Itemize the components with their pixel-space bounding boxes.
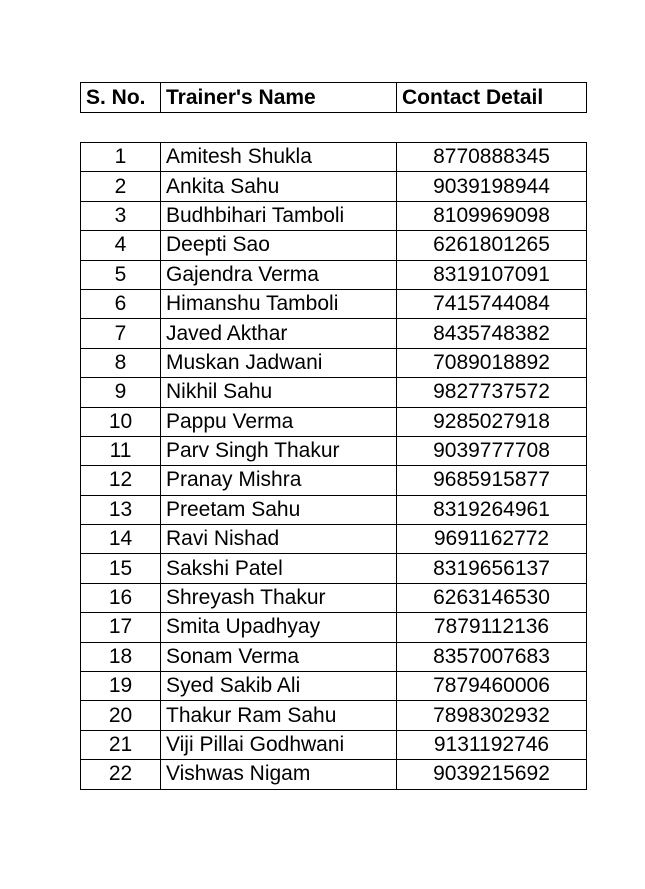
table-row	[81, 730, 587, 759]
serial-number-cell: 10	[81, 407, 161, 436]
serial-number-cell: 2	[81, 172, 161, 201]
serial-number-cell: 5	[81, 260, 161, 289]
serial-number-cell: 7	[81, 319, 161, 348]
table-row	[81, 348, 587, 377]
trainer-table-body	[81, 143, 587, 790]
serial-number-cell: 4	[81, 231, 161, 260]
contact-detail-cell: 9827737572	[397, 378, 587, 407]
table-row	[81, 407, 587, 436]
trainer-name-cell: Nikhil Sahu	[161, 378, 397, 407]
table-row	[81, 642, 587, 671]
contact-detail-cell: 9039215692	[397, 760, 587, 789]
trainer-name-cell: Muskan Jadwani	[161, 348, 397, 377]
serial-number-cell: 17	[81, 613, 161, 642]
header-row	[81, 83, 587, 113]
trainer-name-cell: Sonam Verma	[161, 642, 397, 671]
contact-detail-cell: 7415744084	[397, 289, 587, 318]
serial-number-cell: 12	[81, 466, 161, 495]
table-row	[81, 701, 587, 730]
trainer-name-cell: Smita Upadhyay	[161, 613, 397, 642]
trainer-name-cell: Ankita Sahu	[161, 172, 397, 201]
trainer-name-cell: Syed Sakib Ali	[161, 672, 397, 701]
table-row	[81, 289, 587, 318]
table-row	[81, 319, 587, 348]
trainer-name-cell: Himanshu Tamboli	[161, 289, 397, 318]
trainer-name-cell: Deepti Sao	[161, 231, 397, 260]
table-row	[81, 378, 587, 407]
contact-detail-cell: 7879460006	[397, 672, 587, 701]
table-row	[81, 672, 587, 701]
contact-detail-cell: 7898302932	[397, 701, 587, 730]
table-row	[81, 613, 587, 642]
contact-detail-cell: 8319107091	[397, 260, 587, 289]
table-row	[81, 495, 587, 524]
serial-number-cell: 20	[81, 701, 161, 730]
contact-detail-cell: 8109969098	[397, 201, 587, 230]
trainer-name-cell: Gajendra Verma	[161, 260, 397, 289]
trainer-name-cell: Javed Akthar	[161, 319, 397, 348]
table-row	[81, 231, 587, 260]
serial-number-cell: 19	[81, 672, 161, 701]
trainer-name-cell: Budhbihari Tamboli	[161, 201, 397, 230]
trainer-name-cell: Shreyash Thakur	[161, 583, 397, 612]
contact-detail-cell: 6261801265	[397, 231, 587, 260]
contact-detail-cell: 9685915877	[397, 466, 587, 495]
contact-detail-cell: 7089018892	[397, 348, 587, 377]
contact-detail-cell: 9039777708	[397, 436, 587, 465]
table-row	[81, 260, 587, 289]
table-row	[81, 201, 587, 230]
contact-detail-cell: 6263146530	[397, 583, 587, 612]
trainer-table-header	[80, 82, 587, 113]
trainer-name-cell: Amitesh Shukla	[161, 143, 397, 172]
contact-detail-cell: 8319656137	[397, 554, 587, 583]
table-row	[81, 583, 587, 612]
contact-detail-cell: 8435748382	[397, 319, 587, 348]
serial-number-cell: 13	[81, 495, 161, 524]
serial-number-cell: 8	[81, 348, 161, 377]
table-row	[81, 143, 587, 172]
header-sno: S. No.	[81, 83, 161, 113]
contact-detail-cell: 8319264961	[397, 495, 587, 524]
serial-number-cell: 3	[81, 201, 161, 230]
contact-detail-cell: 9285027918	[397, 407, 587, 436]
table-row	[81, 554, 587, 583]
table-row	[81, 525, 587, 554]
table-row	[81, 760, 587, 789]
trainer-name-cell: Preetam Sahu	[161, 495, 397, 524]
serial-number-cell: 21	[81, 730, 161, 759]
trainer-name-cell: Viji Pillai Godhwani	[161, 730, 397, 759]
header-contact-detail: Contact Detail	[397, 83, 587, 113]
serial-number-cell: 14	[81, 525, 161, 554]
contact-detail-cell: 7879112136	[397, 613, 587, 642]
header-trainer-name: Trainer's Name	[161, 83, 397, 113]
trainer-name-cell: Vishwas Nigam	[161, 760, 397, 789]
contact-detail-cell: 9131192746	[397, 730, 587, 759]
serial-number-cell: 22	[81, 760, 161, 789]
serial-number-cell: 9	[81, 378, 161, 407]
trainer-name-cell: Thakur Ram Sahu	[161, 701, 397, 730]
trainer-name-cell: Pranay Mishra	[161, 466, 397, 495]
table-row	[81, 436, 587, 465]
contact-detail-cell: 8770888345	[397, 143, 587, 172]
serial-number-cell: 16	[81, 583, 161, 612]
trainer-table	[80, 142, 587, 790]
serial-number-cell: 11	[81, 436, 161, 465]
contact-detail-cell: 8357007683	[397, 642, 587, 671]
trainer-name-cell: Ravi Nishad	[161, 525, 397, 554]
serial-number-cell: 1	[81, 143, 161, 172]
serial-number-cell: 18	[81, 642, 161, 671]
serial-number-cell: 15	[81, 554, 161, 583]
trainer-name-cell: Sakshi Patel	[161, 554, 397, 583]
table-row	[81, 172, 587, 201]
trainer-name-cell: Parv Singh Thakur	[161, 436, 397, 465]
table-row	[81, 466, 587, 495]
trainer-name-cell: Pappu Verma	[161, 407, 397, 436]
serial-number-cell: 6	[81, 289, 161, 318]
contact-detail-cell: 9691162772	[397, 525, 587, 554]
contact-detail-cell: 9039198944	[397, 172, 587, 201]
